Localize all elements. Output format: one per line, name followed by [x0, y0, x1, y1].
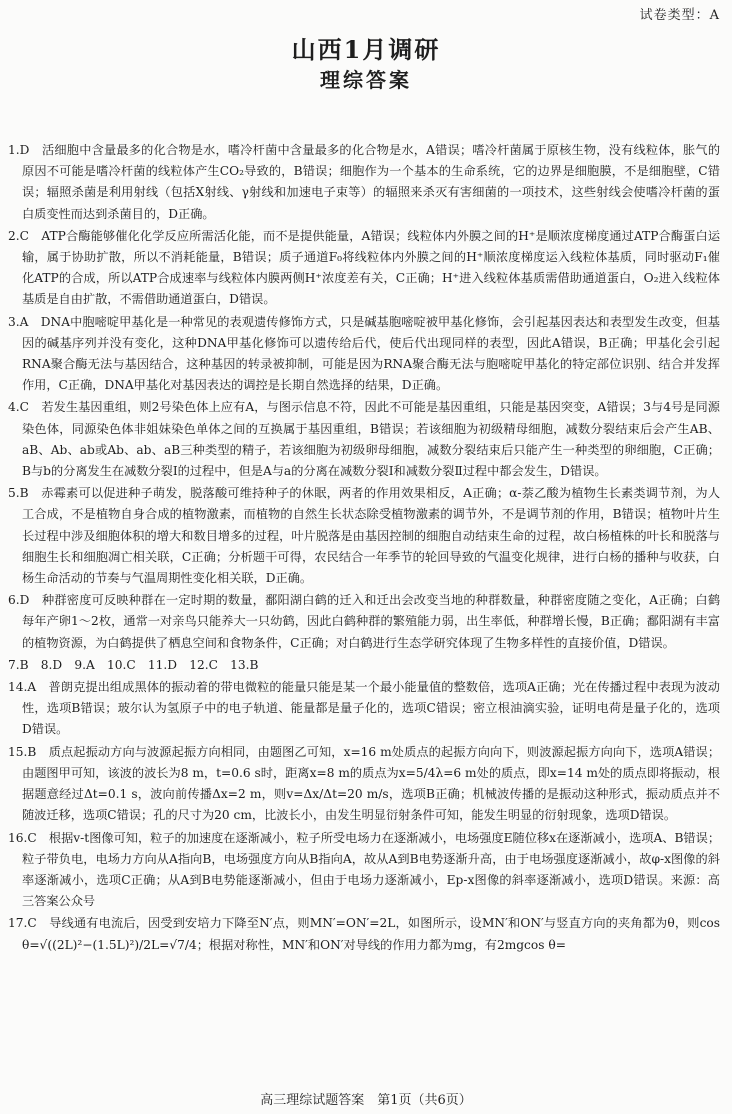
answer-item	[8, 742, 720, 827]
answer-item	[8, 655, 720, 676]
answer-item	[8, 677, 720, 741]
answer-number: 1.D	[8, 143, 30, 157]
answer-number: 14.A	[8, 680, 37, 695]
answer-item	[8, 913, 720, 955]
answer-number: 4.C	[8, 400, 29, 415]
answer-text: 种群密度可反映种群在一定时期的数量，鄱阳湖白鹤的迁入和迁出会改变当地的种群数量，种群密度随之变化，A正确；白鹤每年产卵1～2枚，通常一对亲鸟只能养大一只幼鹤，因此白鹤种群的繁殖能力弱，出生率低，种群增长慢，B正确；鄱阳湖有丰富的植物资源，为白鹤提供了栖息空间和食物条件，C正确；对白鹤进行生态学研究体现了生物多样性的直接价值，D错误。	[22, 593, 721, 650]
answer-text: 根据v-t图像可知，粒子的加速度在逐渐减小，粒子所受电场力在逐渐减小，电场强度E随位移x在逐渐减小，选项A、B错误；粒子带负电，电场力方向从A指向B，电场强度方向从B指向A，故从A到B电势逐渐升高，由于电场强度逐渐减小，故φ-x图像的斜率逐渐减小，选项C正确；从A到B电势能逐渐减小，但由于电场力逐渐减小，Ep-x图像的斜率逐渐减小，选项D错误。来源：高三答案公众号	[22, 830, 721, 909]
answer-text: 赤霉素可以促进种子萌发，脱落酸可维持种子的休眠，两者的作用效果相反，A正确；α-萘乙酸为植物生长素类调节剂，为人工合成，不是植物自身合成的植物激素，而植物的自然生长状态除受植物激素的调节外，不是调节剂的作用，B错误；植物叶片生长过程中涉及细胞体积的增大和数目增多的过程，叶片脱落是由基因控制的细胞自动结束生命的过程，故白杨植株的叶长和脱落与细胞生长和细胞凋亡相关联，C正确；分析题干可得，农民结合一年季节的轮回导致的气温变化规律，进行白杨的播种与收获，白杨生命活动的节奏与气温周期性变化相关联，D正确。	[22, 486, 721, 586]
answer-number: 3.A	[8, 314, 29, 329]
answer-number: 5.B	[8, 486, 29, 501]
page-footer: 高三理综试题答案 第1页（共6页）	[260, 1093, 472, 1108]
answer-text: 导线通有电流后，因受到安培力下降至N′点，则MN′=ON′=2L，如图所示，设MN′和ON′与竖直方向的夹角都为θ，则cos θ=√((2L)²−(1.5L)²)/2L=√7/4；根据对称性，MN′和ON′对导线的作用力都为mg，有2mgcos θ=	[22, 916, 721, 952]
answer-text: 若发生基因重组，则2号染色体上应有A，与图示信息不符，因此不可能是基因重组，只能是基因突变，A错误；3与4号是同源染色体，同源染色体非姐妹染色单体之间的互换属于基因重组，B错误；若该细胞为初级精母细胞，减数分裂结束后会产生AB、aB、Ab、ab或Ab、ab、aB三种类型的精子，若该细胞为初级卵母细胞，减数分裂结束后只能产生一种类型的卵细胞，C正确；B与b的分离发生在减数分裂Ⅰ的过程中，但是A与a的分离在减数分裂Ⅰ和减数分裂Ⅱ过程中都会发生，D错误。	[22, 400, 720, 479]
page-title: 山西1月调研	[291, 35, 441, 64]
answer-list	[8, 140, 720, 957]
answer-number: 17.C	[8, 916, 37, 931]
answer-number: 16.C	[8, 830, 37, 845]
answer-number: 15.B	[8, 744, 37, 759]
answer-text: ATP合酶能够催化化学反应所需活化能，而不是提供能量，A错误；线粒体内外膜之间的H⁺是顺浓度梯度通过ATP合酶蛋白运输，属于协助扩散，所以不消耗能量，B错误；质子通道F₀将线粒体内外膜之间的H⁺顺浓度梯度运入线粒体基质，同时驱动F₁催化ATP的合成，所以ATP合成速率与线粒体内膜两侧H⁺浓度差有关，C正确；H⁺进入线粒体基质需借助通道蛋白，O₂进入线粒体基质是自由扩散，不需借助通道蛋白，D错误。	[22, 228, 721, 307]
answer-number: 2.C	[8, 228, 29, 243]
answer-text: DNA中胞嘧啶甲基化是一种常见的表观遗传修饰方式，只是碱基胞嘧啶被甲基化修饰，会引起基因表达和表型发生改变，但基因的碱基序列并没有变化，这种DNA甲基化修饰可以遗传给后代，使后代出现同样的表型，因此A错误，B正确；甲基化会引起RNA聚合酶无法与基因结合，这种基因的转录被抑制，可能是因为RNA聚合酶无法与胞嘧啶甲基化的特定部位识别、结合并发挥作用，C正确，DNA甲基化对基因表达的调控是长期自然选择的结果，D正确。	[22, 314, 720, 393]
answer-item	[8, 312, 720, 397]
answer-text: 活细胞中含量最多的化合物是水，嗜冷杆菌中含量最多的化合物是水，A错误；嗜冷杆菌属于原核生物，没有线粒体，胀气的原因不可能是嗜冷杆菌的线粒体产生CO₂导致的，B错误；细胞作为一个基本的生命系统，它的边界是细胞膜，不是细胞壁，C错误；辐照杀菌是利用射线（包括X射线、γ射线和加速电子束等）的辐照来杀灭有害细菌的一项技术，这些射线会使嗜冷杆菌的蛋白质变性而达到杀菌目的，D正确。	[22, 143, 721, 221]
answer-item	[8, 590, 720, 654]
answer-item	[8, 140, 720, 225]
answer-item	[8, 483, 720, 589]
answer-item	[8, 226, 720, 311]
answer-text: 普朗克提出组成黑体的振动着的带电微粒的能量只能是某一个最小能量值的整数倍，选项A正确；光在传播过程中表现为波动性，选项B错误；玻尔认为氢原子中的电子轨道、能量都是量子化的，选项C错误；密立根油滴实验，证明电荷是量子化的，选项D错误。	[22, 680, 720, 737]
answer-item	[8, 828, 720, 913]
answer-number: 6.D	[8, 593, 30, 608]
answer-item	[8, 397, 720, 482]
answer-text: 质点起振动方向与波源起振方向相同，由题图乙可知，x=16 m处质点的起振方向向下，则波源起振方向向下，选项A错误；由题图甲可知，该波的波长为8 m，t=0.6 s时，距离x=8 m的质点为x=5/4λ=6 m处的质点，即x=14 m处的质点即将振动，根据题意经过Δt=0.1 s，波向前传播Δx=2 m，则v=Δx/Δt=20 m/s，选项B正确；机械波传播的是振动这种形式，振动质点并不随波迁移，选项C错误；孔的尺寸为20 cm，比波长小，由发生明显衍射条件可知，能发生明显的衍射现象，选项D错误。	[22, 744, 721, 823]
answer-text: 7.B 8.D 9.A 10.C 11.D 12.C 13.B	[8, 657, 259, 672]
paper-type: 试卷类型：A	[639, 8, 720, 23]
page-subtitle: 理综答案	[320, 68, 412, 92]
